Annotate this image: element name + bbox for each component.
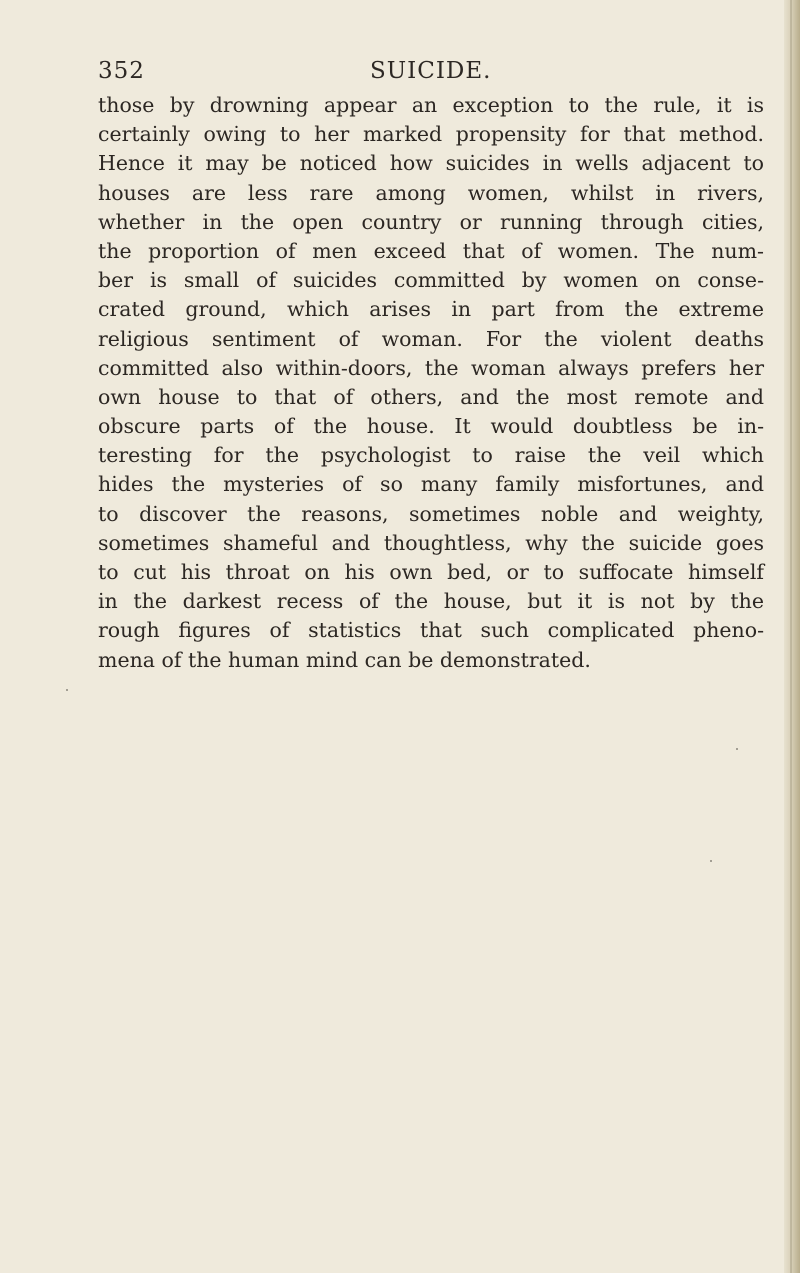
text-line: in the darkest recess of the house, but it is not by the: [98, 589, 764, 614]
paper-speck: [736, 748, 738, 750]
text-line: ber is small of suicides committed by women on conse-: [98, 268, 764, 293]
text-line: hides the mysteries of so many family misfortunes, and: [98, 472, 764, 497]
text-line: mena of the human mind can be demonstrated.: [98, 647, 591, 672]
text-line: those by drowning appear an exception to the rule, it is: [98, 93, 764, 117]
text-line: whether in the open country or running through cities,: [98, 209, 764, 234]
page-number: 352: [98, 58, 145, 84]
page-edge-line: [790, 0, 792, 1273]
text-line: obscure parts of the house. It would doubtless be in-: [98, 414, 764, 439]
text-line: to discover the reasons, sometimes noble and weighty,: [98, 501, 764, 526]
paper-speck: [66, 689, 68, 691]
text-line: teresting for the psychologist to raise the veil which: [98, 443, 764, 468]
text-line: own house to that of others, and the most remote and: [98, 384, 764, 409]
page-header: [98, 58, 698, 88]
text-line: to cut his throat on his own bed, or to suffocate himself: [98, 560, 764, 584]
text-line: certainly owing to her marked propensity for that method.: [98, 122, 764, 147]
running-head: SUICIDE.: [370, 58, 492, 84]
text-line: committed also within-doors, the woman always prefers her: [98, 355, 764, 380]
paper-speck: [710, 860, 712, 862]
body-text: [98, 91, 764, 675]
text-line: the proportion of men exceed that of women. The num-: [98, 238, 764, 263]
text-line: religious sentiment of woman. For the violent deaths: [98, 326, 764, 351]
text-line: rough figures of statistics that such complicated pheno-: [98, 618, 764, 643]
text-line: Hence it may be noticed how suicides in wells adjacent to: [98, 151, 764, 176]
text-line: houses are less rare among women, whilst in rivers,: [98, 180, 764, 205]
text-line: sometimes shameful and thoughtless, why the suicide goes: [98, 530, 764, 555]
page-edge-shadow: [784, 0, 800, 1273]
text-line: crated ground, which arises in part from the extreme: [98, 297, 764, 322]
